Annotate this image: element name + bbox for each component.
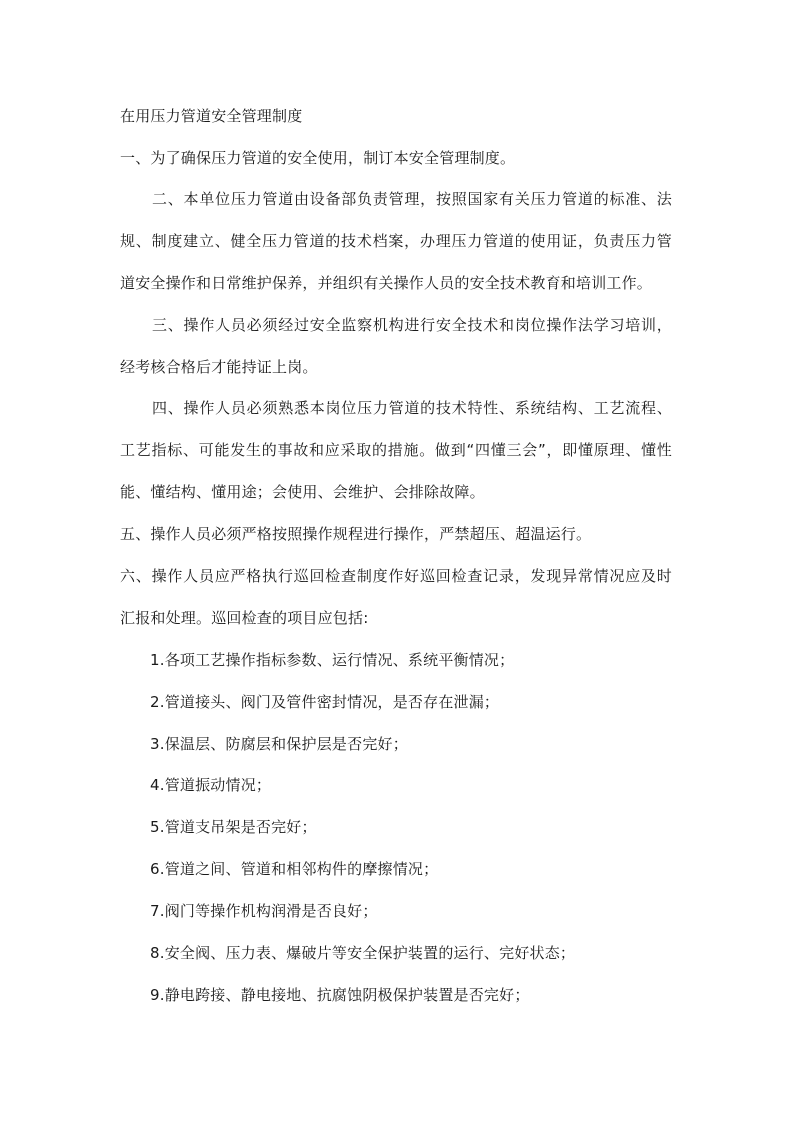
paragraph-3-line-1: 三、操作人员必须经过安全监察机构进行安全技术和岗位操作法学习培训， [152, 316, 672, 334]
paragraph-2-line-3: 道安全操作和日常维护保养，并组织有关操作人员的安全技术教育和培训工作。 [120, 274, 653, 292]
list-item: 8.安全阀、压力表、爆破片等安全保护装置的运行、完好状态； [150, 944, 576, 962]
list-item: 2.管道接头、阀门及管件密封情况，是否存在泄漏； [150, 693, 500, 711]
list-item: 9.静电跨接、静电接地、抗腐蚀阴极保护装置是否完好； [150, 986, 530, 1004]
list-item: 1.各项工艺操作指标参数、运行情况、系统平衡情况； [150, 651, 515, 669]
list-item: 6.管道之间、管道和相邻构件的摩擦情况； [150, 860, 439, 878]
paragraph-4-line-1: 四、操作人员必须熟悉本岗位压力管道的技术特性、系统结构、工艺流程、 [152, 399, 672, 417]
list-item: 3.保温层、防腐层和保护层是否完好； [150, 735, 408, 753]
paragraph-5: 五、操作人员必须严格按照操作规程进行操作，严禁超压、超温运行。 [120, 525, 592, 543]
paragraph-1: 一、为了确保压力管道的安全使用，制订本安全管理制度。 [120, 149, 516, 167]
document-title: 在用压力管道安全管理制度 [120, 107, 303, 125]
list-item: 4.管道振动情况； [150, 776, 272, 794]
paragraph-2-line-2: 规、制度建立、健全压力管道的技术档案，办理压力管道的使用证，负责压力管 [120, 232, 672, 250]
paragraph-4-line-3: 能、懂结构、懂用途；会使用、会维护、会排除故障。 [120, 483, 485, 501]
paragraph-3-line-2: 经考核合格后才能持证上岗。 [120, 358, 318, 376]
list-item: 5.管道支吊架是否完好； [150, 818, 317, 836]
paragraph-4-line-2: 工艺指标、可能发生的事故和应采取的措施。做到“四懂三会”，即懂原理、懂性 [120, 441, 672, 459]
paragraph-6-line-2: 汇报和处理。巡回检查的项目应包括: [120, 609, 369, 627]
paragraph-6-line-1: 六、操作人员应严格执行巡回检查制度作好巡回检查记录，发现异常情况应及时 [120, 567, 672, 585]
paragraph-2-line-1: 二、本单位压力管道由设备部负责管理，按照国家有关压力管道的标准、法 [152, 190, 672, 208]
list-item: 7.阀门等操作机构润滑是否良好； [150, 902, 378, 920]
